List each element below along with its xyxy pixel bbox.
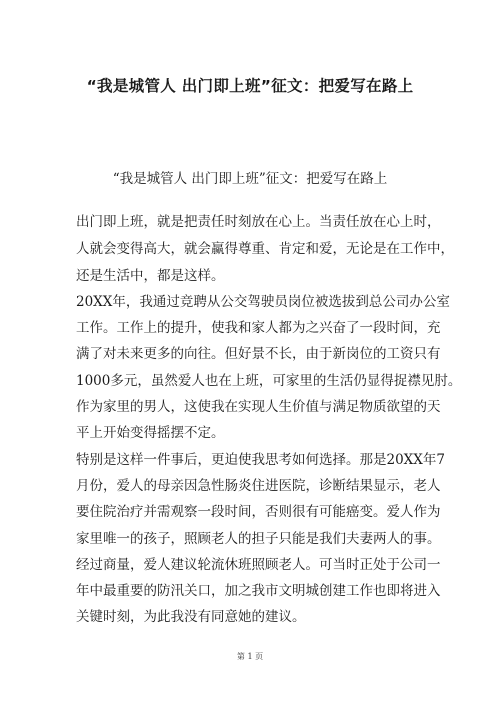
body-line: 家里唯一的孩子，照顾老人的担子只能是我们夫妻两人的事。 <box>76 531 441 547</box>
body-line: 满了对未来更多的向往。但好景不长，由于新岗位的工资只有 <box>76 346 441 362</box>
document-subtitle: “我是城管人 出门即上班”征文：把爱写在路上 <box>112 171 388 187</box>
page-number: 第 1 页 <box>236 652 264 661</box>
body-line: 出门即上班，就是把责任时刻放在心上。当责任放在心上时， <box>76 214 441 230</box>
body-line: 要住院治疗并需观察一段时间，否则很有可能癌变。爱人作为 <box>76 504 441 520</box>
body-line: 月份，爱人的母亲因急性肠炎住进医院，诊断结果显示，老人 <box>76 478 441 494</box>
body-line: 工作。工作上的提升，使我和家人都为之兴奋了一段时间，充 <box>76 320 441 336</box>
body-line: 年中最重要的防汛关口，加之我市文明城创建工作也即将进入 <box>76 583 441 599</box>
body-line: 还是生活中，都是这样。 <box>76 268 225 284</box>
document-title: “我是城管人 出门即上班”征文：把爱写在路上 <box>86 77 414 95</box>
body-line: 人就会变得高大，就会赢得尊重、肯定和爱，无论是在工作中， <box>76 241 454 257</box>
body-line: 平上开始变得摇摆不定。 <box>76 425 225 441</box>
body-line: 作为家里的男人，这使我在实现人生价值与满足物质欲望的天 <box>76 399 441 415</box>
body-line: 经过商量，爱人建议轮流休班照顾老人。可当时正处于公司一 <box>76 557 441 573</box>
body-line: 1000多元，虽然爱人也在上班，可家里的生活仍显得捉襟见肘。 <box>76 373 462 389</box>
body-line: 特别是这样一件事后，更迫使我思考如何选择。那是20XX年7 <box>76 452 445 468</box>
body-line: 20XX年，我通过竞聘从公交驾驶员岗位被选拔到总公司办公室 <box>76 294 450 310</box>
body-line: 关键时刻，为此我没有同意她的建议。 <box>76 609 306 625</box>
